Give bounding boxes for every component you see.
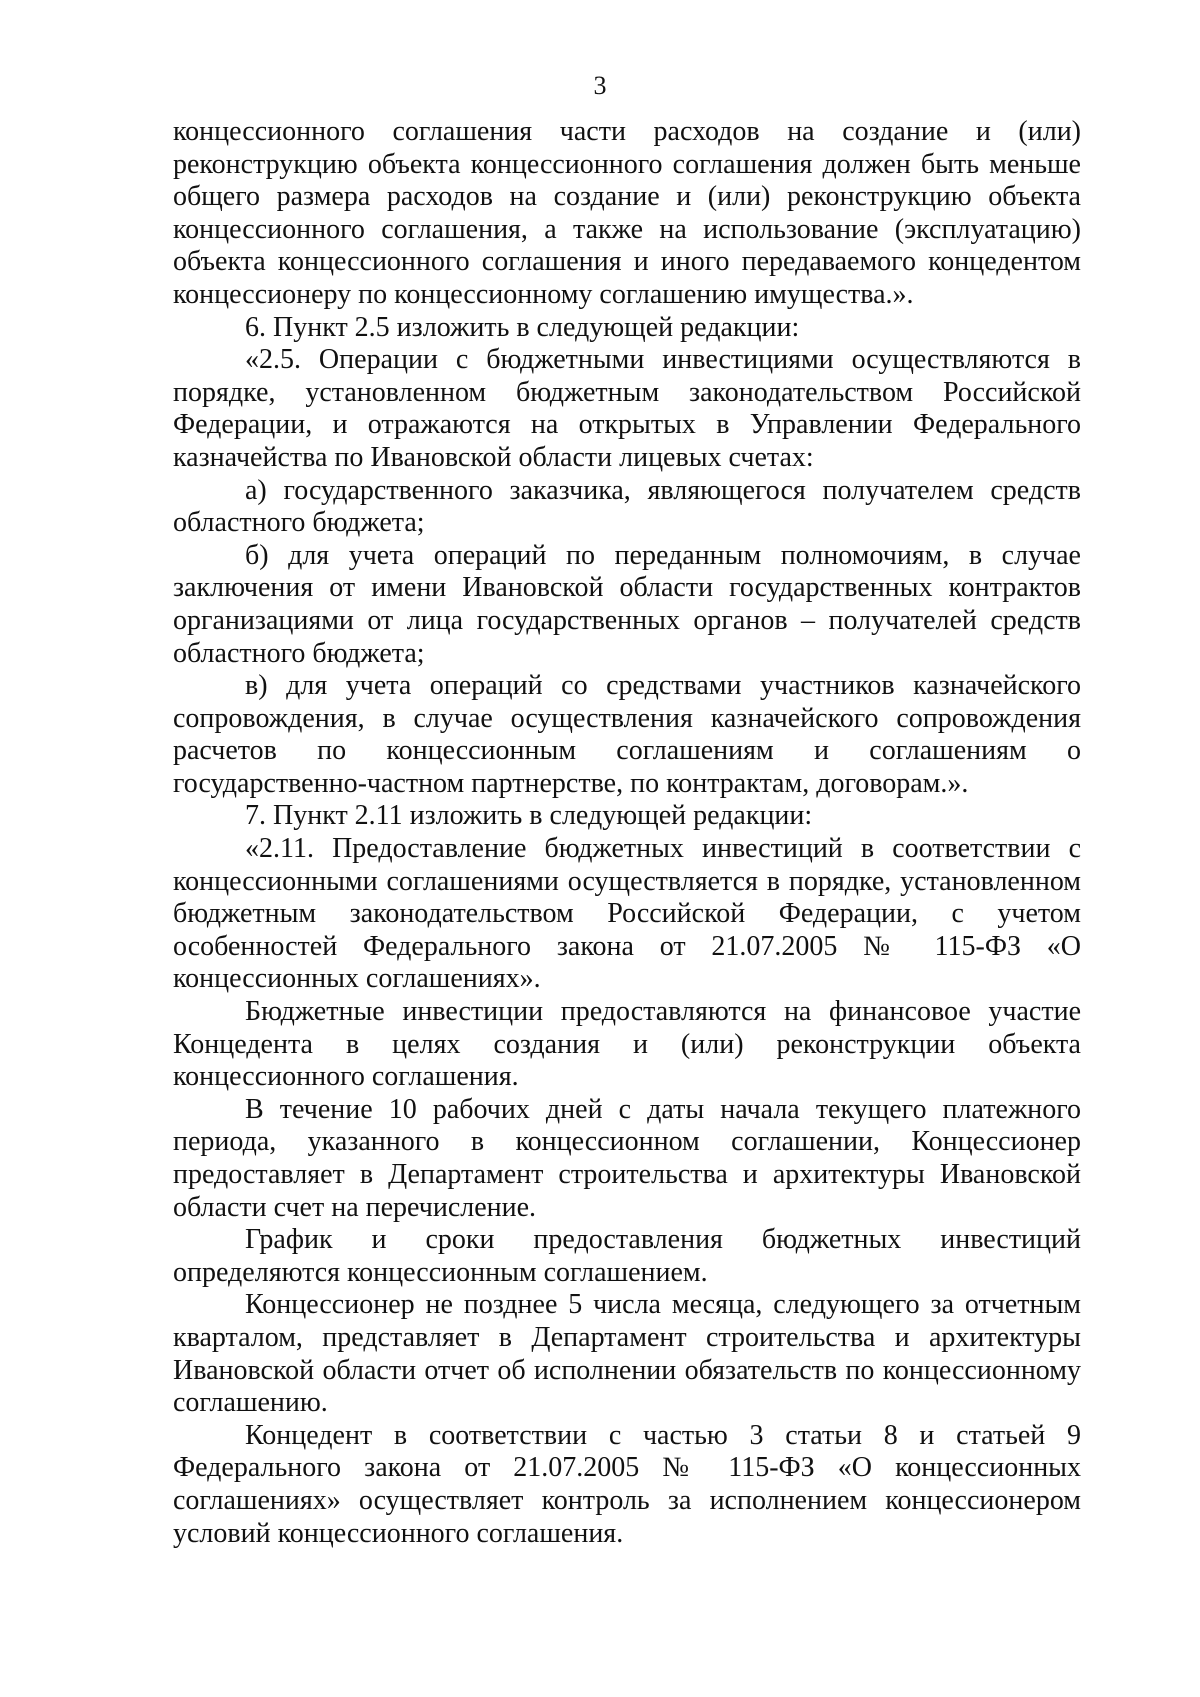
document-body (173, 116, 1081, 1550)
paragraph-report: Концессионер не позднее 5 числа месяца, следующего за отчетным кварталом, представляет в Департамент строительства и архитектуры Ивановской области отчет об исполнении обязательств по концессионному соглашению. (173, 1289, 1081, 1419)
paragraph-continuation: концессионного соглашения части расходов на создание и (или) реконструкцию объекта концессионного соглашения должен быть меньше общего размера расходов на создание и (или) реконструкцию объекта концессионного соглашения, а также на использование (эксплуатацию) объекта концессионного соглашения и иного передаваемого концедентом концессионеру по концессионному соглашению имущества.». (173, 116, 1081, 310)
paragraph-clause-2-5: «2.5. Операции с бюджетными инвестициями осуществляются в порядке, установленном бюджетным законодательством Российской Федерации, и отражаются на открытых в Управлении Федерального казначейства по Ивановской области лицевых счетах: (173, 344, 1081, 473)
paragraph-schedule: График и сроки предоставления бюджетных инвестиций определяются концессионным соглашением. (173, 1224, 1081, 1288)
paragraph-item-7: 7. Пункт 2.11 изложить в следующей редакции: (245, 800, 813, 832)
page-number: 3 (593, 71, 607, 100)
paragraph-subitem-a: а) государственного заказчика, являющегося получателем средств областного бюджета; (173, 474, 1081, 539)
paragraph-subitem-v: в) для учета операций со средствами участников казначейского сопровождения, в случае осуществления казначейского сопровождения расчетов по концессионным соглашениям и соглашениям о государственно-частном партнерстве, по контрактам, договорам.». (173, 670, 1081, 799)
paragraph-control: Концедент в соответствии с частью 3 статьи 8 и статьей 9 Федерального закона от 21.07.2005 № 115-ФЗ «О концессионных соглашениях» осуществляет контроль за исполнением концессионером условий концессионного соглашения. (173, 1419, 1081, 1549)
paragraph-clause-2-11: «2.11. Предоставление бюджетных инвестиций в соответствии с концессионными соглашениями осуществляется в порядке, установленном бюджетным законодательством Российской Федерации, с учетом особенностей Федерального закона от 21.07.2005 № 115-ФЗ «О концессионных соглашениях». (173, 833, 1081, 995)
paragraph-subitem-b: б) для учета операций по переданным полномочиям, в случае заключения от имени Ивановской области государственных контрактов организациями от лица государственных органов – получателей средств областного бюджета; (173, 539, 1081, 669)
paragraph-budget-investments: Бюджетные инвестиции предоставляются на финансовое участие Концедента в целях создания и (или) реконструкции объекта концессионного соглашения. (173, 996, 1081, 1093)
paragraph-payment-period: В течение 10 рабочих дней с даты начала текущего платежного периода, указанного в концессионном соглашении, Концессионер предоставляет в Департамент строительства и архитектуры Ивановской области счет на перечисление. (173, 1093, 1081, 1223)
paragraph-item-6: 6. Пункт 2.5 изложить в следующей редакции: (245, 311, 800, 343)
